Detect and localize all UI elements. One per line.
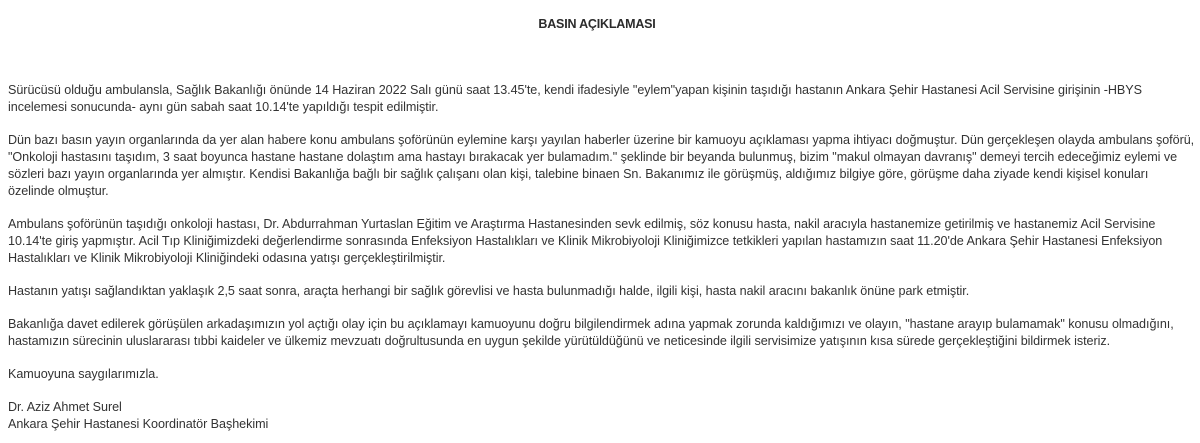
- paragraph-closing: Kamuoyuna saygılarımızla.: [8, 367, 159, 381]
- signature-name: Dr. Aziz Ahmet Surel: [8, 400, 122, 414]
- paragraph-vehicle-parking: Hastanın yatışı sağlandıktan yaklaşık 2,5 saat sonra, araçta herhangi bir sağlık görevlisi ve hasta bulunmadığı halde, ilgili kişi, hasta nakil aracını bakanlık önüne park etmiştir.: [8, 284, 970, 298]
- paragraph-conclusion: Bakanlığa davet edilerek görüşülen arkadaşımızın yol açtığı olay için bu açıklamayı kamuoyunu doğru bilgilendirmek adına yapmak zorunda kaldığımızı ve olayın, "hastane arayıp bulamamak" konusu olmadığını, hastamızın sürecinin uluslararası tıbbi kaideler ve ülkemiz mevzuatı doğrultusunda en uygun şekilde yürütüldüğünü ve neticesinde ilgili servisimize yatışının kısa sürede gerçekleştiğini bildirmek isteriz.: [8, 317, 1174, 348]
- signature-position: Ankara Şehir Hastanesi Koordinatör Başhekimi: [8, 417, 269, 431]
- paragraph-hbys-entry: Sürücüsü olduğu ambulansla, Sağlık Bakanlığı önünde 14 Haziran 2022 Salı günü saat 13.45'te, kendi ifadesiyle "eylem"yapan kişinin taşıdığı hastanın Ankara Şehir Hastanesi Acil Servisine girişinin -HBYS incelemesi sonucunda- aynı gün sabah saat 10.14'te yapıldığı tespit edilmiştir.: [8, 83, 1142, 114]
- paragraph-driver-statement: Dün bazı basın yayın organlarında da yer alan habere konu ambulans şoförünün eylemine karşı yayılan haberler üzerine bir kamuoyu açıklaması yapma ihtiyacı doğmuştur. Dün gerçekleşen olayda ambulans şoförü, "Onkoloji hastasını taşıdım, 3 saat boyunca hastane hastane dolaştım ama hastayı bırakacak yer bulamadım." şeklinde bir beyanda bulunmuş, bizim "makul olmayan davranış" demeyi tercih edeceğimiz eylemi ve sözleri bazı yayın organlarında yer almıştır. Kendisi Bakanlığa bağlı bir sağlık çalışanı olan kişi, talebine binaen Sn. Bakanımız ile görüşmüş, aldığımız bilgiye göre, görüşme daha ziyade kendi kişisel konuları özelinde olmuştur.: [8, 133, 1195, 198]
- document-body: [8, 82, 1198, 433]
- document-title: BASIN AÇIKLAMASI: [538, 17, 656, 31]
- paragraph-patient-transfer: Ambulans şoförünün taşıdığı onkoloji hastası, Dr. Abdurrahman Yurtaslan Eğitim ve Araştırma Hastanesinden sevk edilmiş, söz konusu hasta, nakil aracıyla hastanemize getirilmiş ve hastanemiz Acil Servisine 10.14'te giriş yapmıştır. Acil Tıp Kliniğimizdeki değerlendirme sonrasında Enfeksiyon Hastalıkları ve Klinik Mikrobiyoloji Kliniğimizce tetkikleri yapılan hastamızın saat 11.20'de Ankara Şehir Hastanesi Enfeksiyon Hastalıkları ve Klinik Mikrobiyoloji Kliniğindeki odasına yatışı gerçekleştirilmiştir.: [8, 217, 1163, 265]
